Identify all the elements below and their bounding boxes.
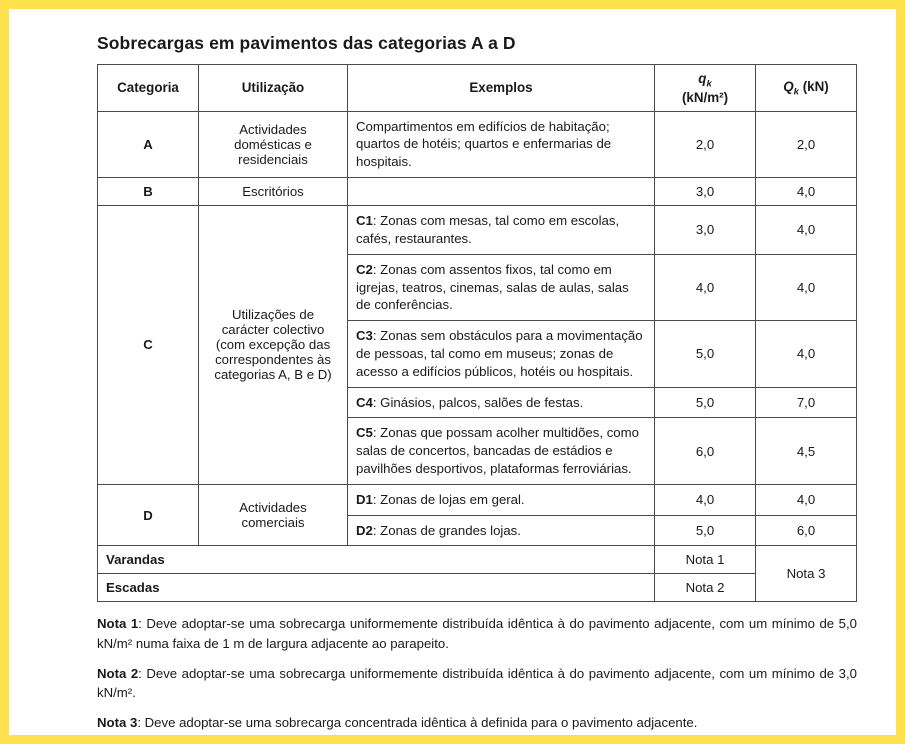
cell-qk-c3: 5,0 [655,321,756,387]
header-categoria: Categoria [98,65,199,112]
cell-qk-c4: 5,0 [655,387,756,418]
cell-qk-a: 2,0 [655,111,756,177]
text-c1: : Zonas com mesas, tal como em escolas, cafés, restaurantes. [356,213,620,246]
cell-qk-b: 3,0 [655,178,756,206]
cell-categoria-a: A [98,111,199,177]
text-d1: : Zonas de lojas em geral. [372,491,525,507]
cell-Qk-c2: 4,0 [756,254,857,320]
code-c3: C3 [356,328,373,344]
cell-exemplo-c4 [348,387,655,418]
cell-qk-escadas: Nota 2 [655,574,756,602]
note-2-text: : Deve adoptar-se uma sobrecarga uniformemente distribuída idêntica à do pavimento adjacente, com um mínimo de 3,0 kN/m². [97,665,857,700]
header-Qk-subscript: k [793,86,799,98]
cell-utilizacao-c: Utilizações de carácter colectivo (com excepção das correspondentes às categorias A, B e D) [199,206,348,485]
text-c4: : Ginásios, palcos, salões de festas. [372,394,584,410]
code-d2: D2 [356,522,373,538]
cell-escadas-label: Escadas [98,574,655,602]
cell-varandas-label: Varandas [98,546,655,574]
table-header-row [98,65,857,112]
cell-exemplo-b [348,178,655,206]
cell-exemplo-a: Compartimentos em edifícios de habitação; quartos de hotéis; quartos e enfermarias de hospitais. [348,111,655,177]
header-utilizacao: Utilização [199,65,348,112]
notes-section [97,614,857,732]
header-Qk-symbol: Q [783,78,794,94]
note-2-label: Nota 2 [97,665,139,681]
cell-categoria-d: D [98,484,199,546]
cell-exemplo-c2 [348,254,655,320]
cell-exemplo-d1 [348,484,655,515]
cell-Qk-c4: 7,0 [756,387,857,418]
cell-Qk-varandas-escadas: Nota 3 [756,546,857,602]
cell-qk-varandas: Nota 1 [655,546,756,574]
header-qk-subscript: k [706,78,712,90]
header-qk-unit: (kN/m²) [681,89,729,105]
code-c2: C2 [356,261,373,277]
cell-categoria-b: B [98,178,199,206]
cell-utilizacao-b: Escritórios [199,178,348,206]
cell-exemplo-c3 [348,321,655,387]
code-c5: C5 [356,425,373,441]
table-header [98,65,857,112]
cell-exemplo-d2 [348,515,655,546]
text-c2: : Zonas com assentos fixos, tal como em igrejas, teatros, cinemas, salas de aulas, salas de conferências. [356,261,629,313]
cell-Qk-d1: 4,0 [756,484,857,515]
cell-qk-d2: 5,0 [655,515,756,546]
note-1-text: : Deve adoptar-se uma sobrecarga uniformemente distribuída idêntica à do pavimento adjacente, com um mínimo de 5,0 kN/m² numa faixa de 1 m de largura adjacente ao parapeito. [97,616,857,651]
header-exemplos: Exemplos [348,65,655,112]
cell-Qk-c3: 4,0 [756,321,857,387]
cell-utilizacao-a: Actividades domésticas e residenciais [199,111,348,177]
cell-Qk-a: 2,0 [756,111,857,177]
table-body [98,111,857,602]
cell-Qk-c5: 4,5 [756,418,857,484]
note-3 [97,713,857,732]
header-qk [655,65,756,112]
cell-qk-c5: 6,0 [655,418,756,484]
cell-categoria-c: C [98,206,199,485]
cell-Qk-d2: 6,0 [756,515,857,546]
table-row [98,111,857,177]
text-c5: : Zonas que possam acolher multidões, como salas de concertos, bancadas de estádios e pavilhões desportivos, plataformas ferroviárias. [356,425,639,477]
note-1-label: Nota 1 [97,616,139,632]
cell-Qk-b: 4,0 [756,178,857,206]
note-3-text: : Deve adoptar-se uma sobrecarga concentrada idêntica à definida para o pavimento adjacente. [137,715,698,731]
cell-qk-c2: 4,0 [655,254,756,320]
code-c4: C4 [356,394,373,410]
cell-Qk-c1: 4,0 [756,206,857,255]
cell-exemplo-c1 [348,206,655,255]
text-d2: : Zonas de grandes lojas. [372,522,521,538]
header-Qk [756,65,857,112]
header-Qk-unit: (kN) [802,78,829,94]
note-3-label: Nota 3 [97,715,138,731]
table-row [98,574,857,602]
cell-qk-c1: 3,0 [655,206,756,255]
text-c3: : Zonas sem obstáculos para a movimentação de pessoas, tal como em museus; zonas de acesso a edifícios públicos, hotéis ou hospitais. [356,328,643,379]
code-d1: D1 [356,491,373,507]
table-row [98,206,857,255]
cell-qk-d1: 4,0 [655,484,756,515]
cell-utilizacao-d: Actividades comerciais [199,484,348,546]
loads-table [97,64,857,602]
header-qk-symbol: q [698,71,707,86]
page-title: Sobrecargas em pavimentos das categorias A a D [97,33,516,53]
note-2 [97,664,857,702]
cell-exemplo-c5 [348,418,655,484]
table-row [98,546,857,574]
note-1 [97,614,857,652]
table-row [98,178,857,206]
code-c1: C1 [356,213,373,229]
table-row [98,484,857,515]
